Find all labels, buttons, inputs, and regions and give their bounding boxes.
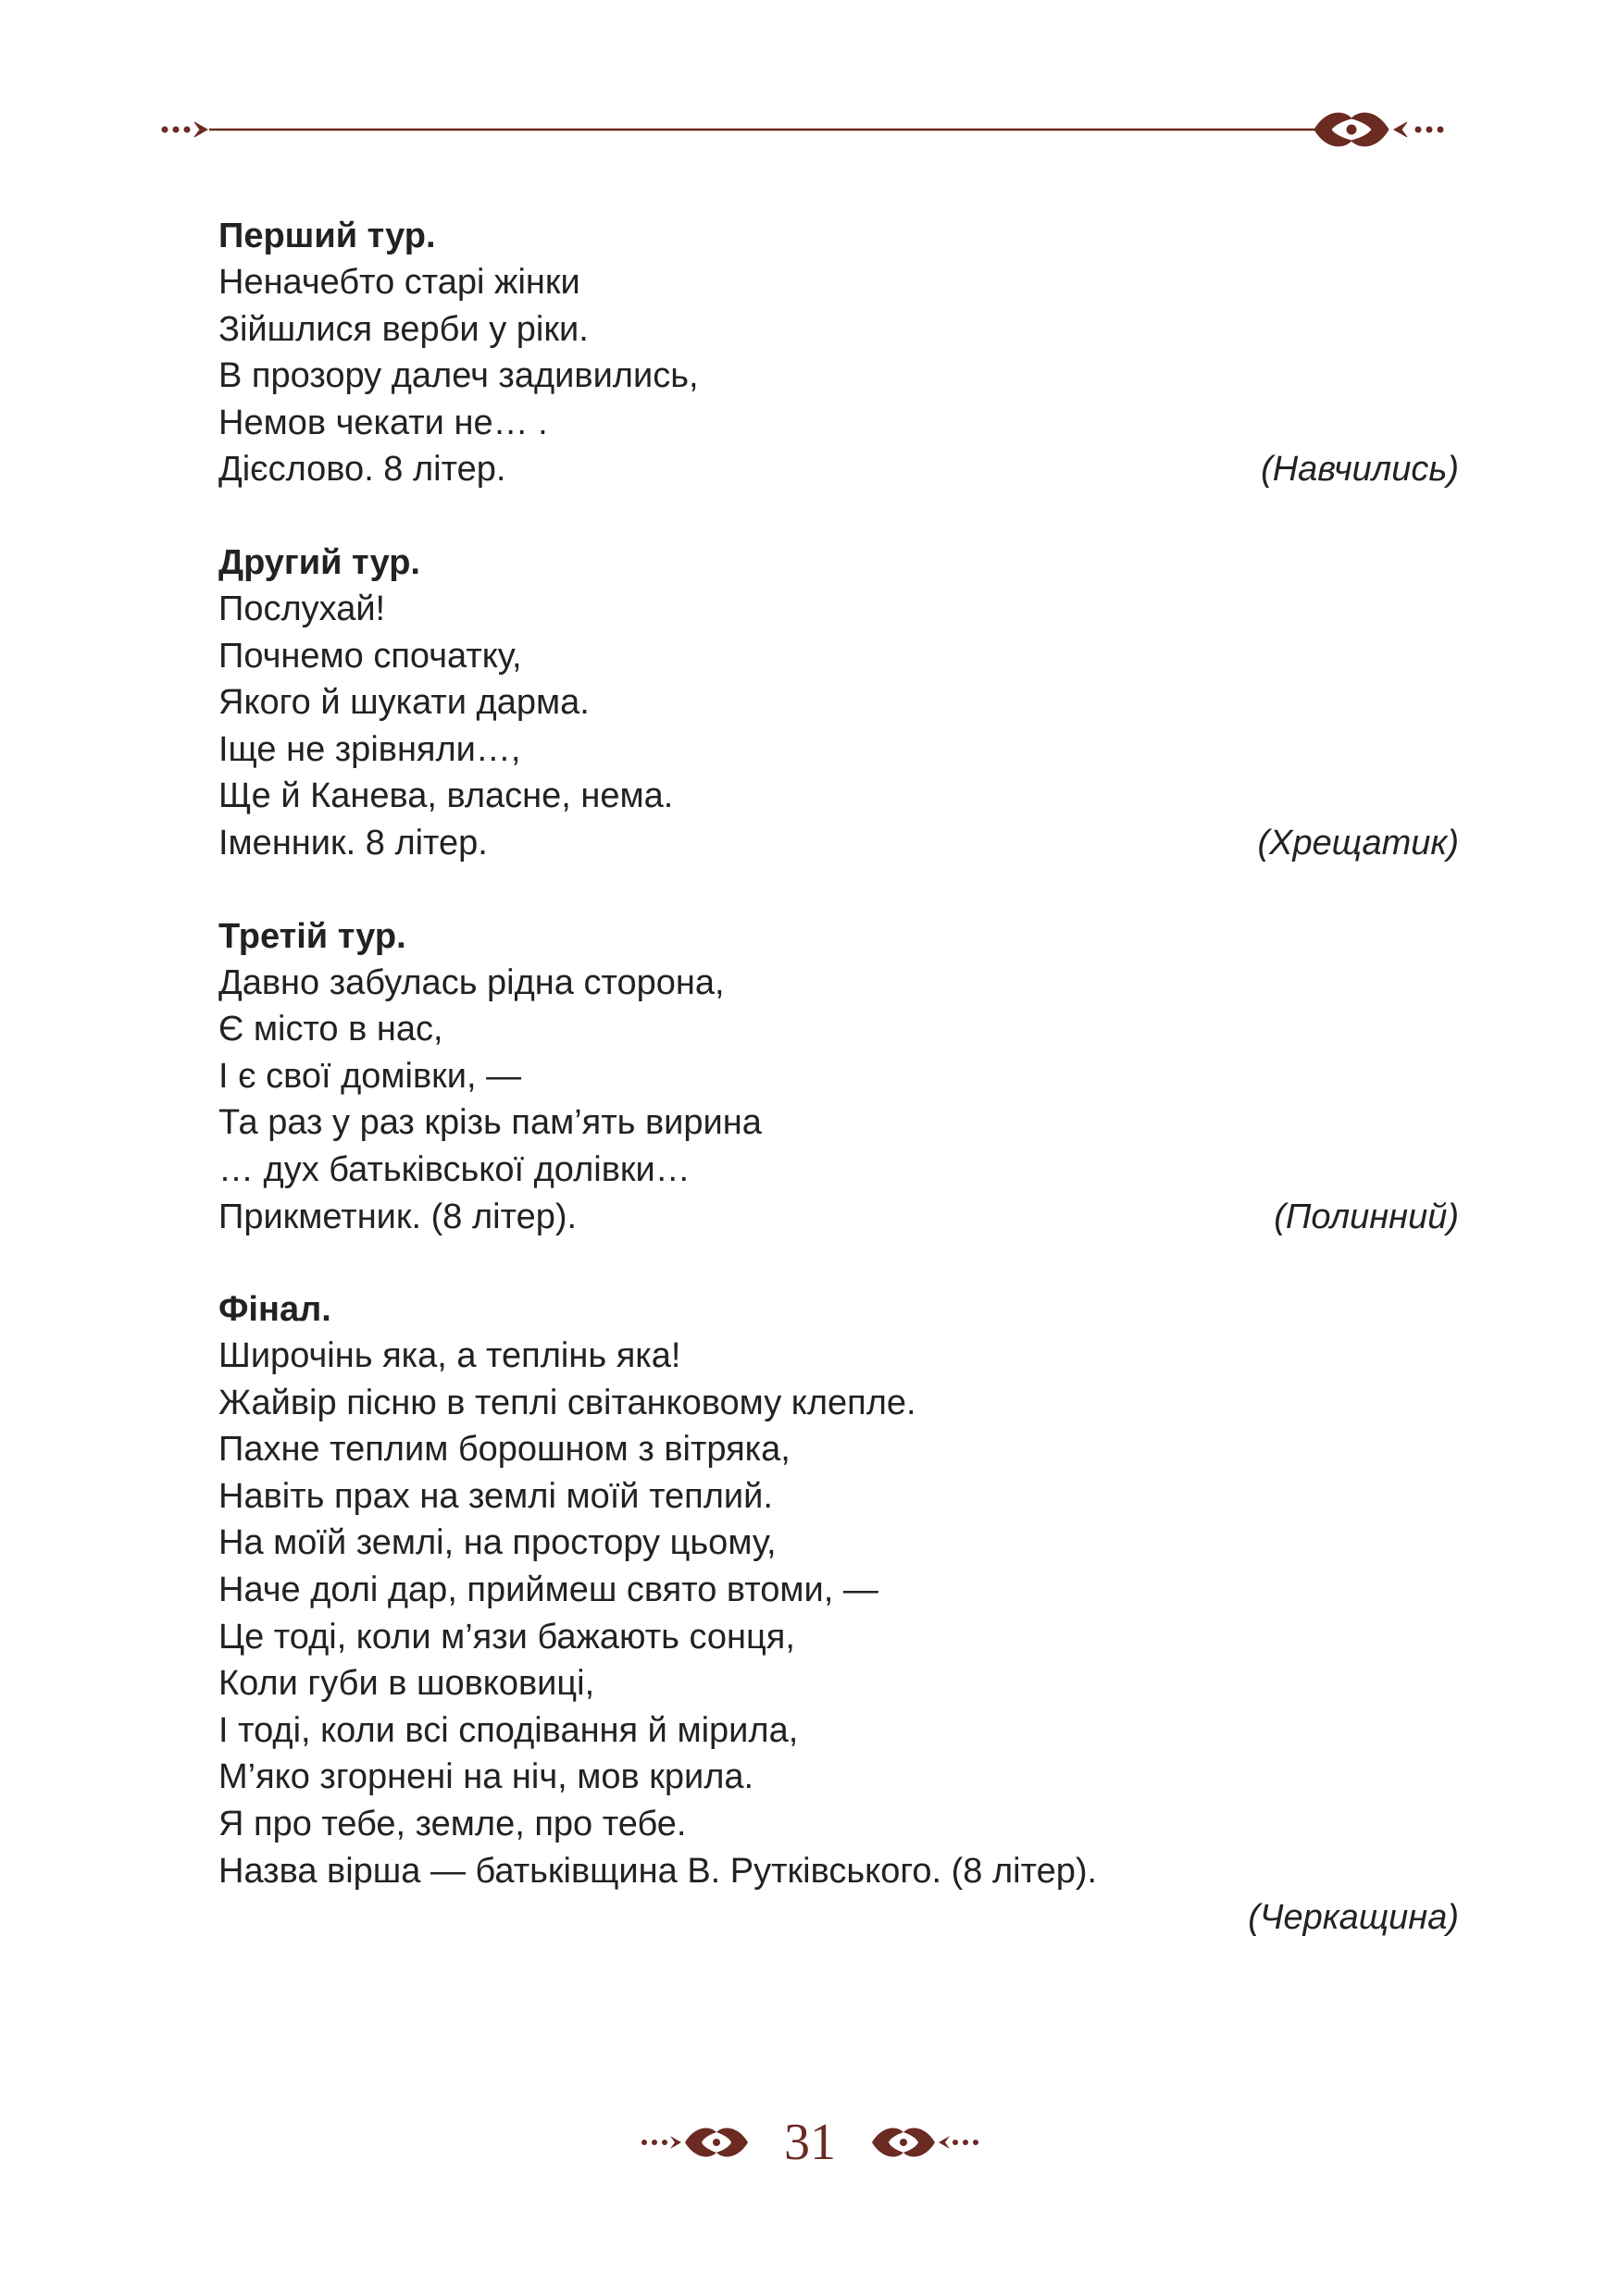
verse-line: Є місто в нас, [218,1010,443,1049]
answer-text: (Полинний) [1274,1197,1459,1236]
verse-line: Послухай! [218,589,386,628]
verse-line: Я про тебе, земле, про тебе. [218,1805,687,1844]
verse-line: І є свої домівки, — [218,1056,522,1096]
verse-line: Назва вірша — батьківщина В. Рутківського. (8 літер). [218,1851,1098,1891]
page-number: 31 [784,2114,836,2171]
verse-line: М’яко згорнені на ніч, мов крила. [218,1757,754,1797]
verse-line: Іще не зрівняли…, [218,729,521,769]
verse-line: Почнемо спочатку, [218,636,522,676]
verse-line: Немов чекати не… . [218,403,548,442]
poem-content [218,213,1459,1988]
verse-line: Жайвір пісню в теплі світанковому клепле. [218,1383,916,1422]
round-title: Третій тур. [218,916,406,956]
round-title: Другий тур. [218,542,420,582]
verse-line: Якого й шукати дарма. [218,683,590,723]
hint-text: Прикметник. (8 літер). [218,1197,578,1236]
answer-text: (Хрещатик) [1257,823,1459,863]
verse-line: Коли губи в шовковиці, [218,1664,595,1704]
round-2 [218,540,1459,867]
hint-row [218,446,1459,493]
verse-line: Широчінь яка, а теплінь яка! [218,1336,681,1376]
verse-line: Це тоді, коли м’язи бажають сонця, [218,1617,795,1657]
verse-line: Наче долі дар, приймеш свято втоми, — [218,1570,878,1610]
verse-line: На моїй землі, на простору цьому, [218,1523,777,1563]
verse-line: Та раз у раз крізь пам’ять вирина [218,1103,762,1143]
verse-line: В прозору далеч задивились, [218,356,699,396]
verse-line: … дух батьківської долівки… [218,1149,691,1189]
round-title: Фінал. [218,1290,331,1330]
round-3 [218,913,1459,1241]
hint-text: Іменник. 8 літер. [218,823,488,863]
round-title: Перший тур. [218,217,436,255]
final-round [218,1286,1459,1942]
answer-text: (Черкащина) [1248,1898,1459,1938]
verse-line: Давно забулась рідна сторона, [218,962,725,1002]
hint-text: Дієслово. 8 літер. [218,450,506,490]
answer-text: (Навчились) [1261,450,1459,490]
round-1 [218,213,1459,493]
verse-line: Пахне теплим борошном з вітряка, [218,1430,791,1470]
verse-line: Навіть прах на землі моїй теплий. [218,1476,773,1516]
hint-row [218,1194,1459,1241]
verse-line: І тоді, коли всі сподівання й мірила, [218,1710,799,1750]
verse-line: Неначебто старі жінки [218,263,580,302]
verse-line: Ще й Канева, власне, нема. [218,776,674,816]
header-ornament [157,102,1472,157]
verse-line: Зійшлися верби у ріки. [218,309,589,349]
hint-row [218,820,1459,867]
footer-ornament [639,2110,981,2175]
